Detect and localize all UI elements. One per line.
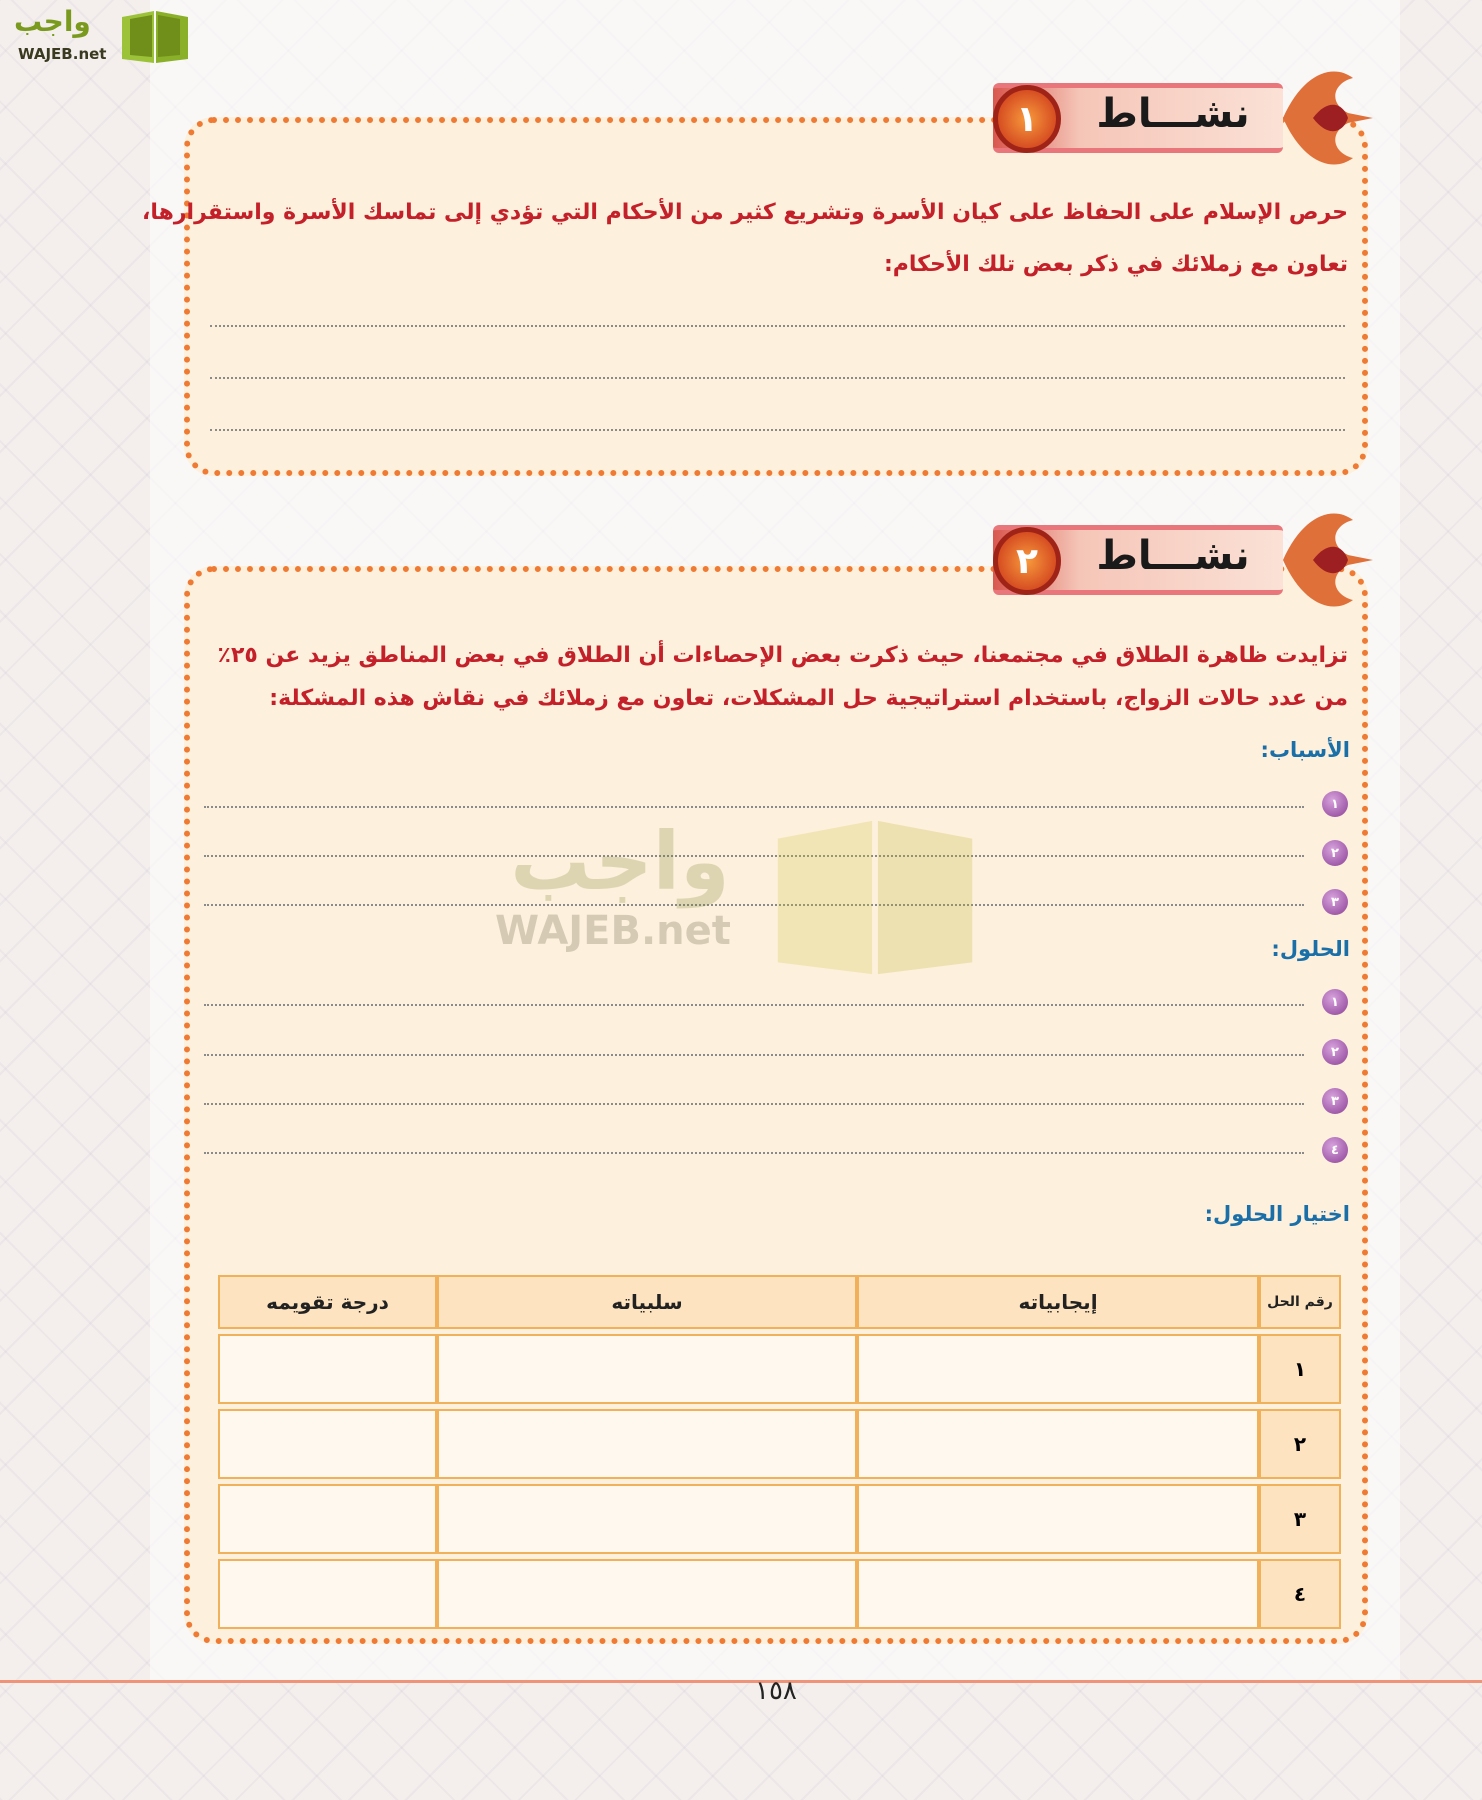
activity-1-instruction: تعاون مع زملائك في ذكر بعض تلك الأحكام: bbox=[884, 252, 1348, 277]
row-number: ٣ bbox=[1259, 1484, 1341, 1554]
page-number: ١٥٨ bbox=[755, 1676, 797, 1706]
answer-line[interactable] bbox=[210, 429, 1345, 431]
solution-answer-line[interactable] bbox=[204, 1152, 1304, 1154]
solution-answer-line[interactable] bbox=[204, 1103, 1304, 1105]
solution-number: ٢ bbox=[1322, 1039, 1348, 1065]
row-number: ٤ bbox=[1259, 1559, 1341, 1629]
solutions-heading: الحلول: bbox=[1271, 937, 1350, 961]
header-evaluation-score: درجة تقويمه bbox=[218, 1275, 437, 1329]
ornament-icon bbox=[1273, 63, 1378, 173]
disadvantages-cell[interactable] bbox=[437, 1409, 857, 1479]
disadvantages-cell[interactable] bbox=[437, 1484, 857, 1554]
activity-title: نشـــاط bbox=[1096, 533, 1250, 579]
causes-heading: الأسباب: bbox=[1260, 738, 1350, 762]
table-row bbox=[218, 1334, 1341, 1404]
table-header-row bbox=[218, 1275, 1341, 1329]
solutions-evaluation-table bbox=[218, 1270, 1341, 1634]
header-advantages: إيجابياته bbox=[857, 1275, 1259, 1329]
table-row bbox=[218, 1409, 1341, 1479]
activity-number-badge: ٢ bbox=[993, 527, 1061, 595]
activity-2-header bbox=[953, 505, 1378, 615]
advantages-cell[interactable] bbox=[857, 1484, 1259, 1554]
advantages-cell[interactable] bbox=[857, 1409, 1259, 1479]
evaluation-cell[interactable] bbox=[218, 1484, 437, 1554]
answer-line[interactable] bbox=[210, 325, 1345, 327]
row-number: ١ bbox=[1259, 1334, 1341, 1404]
table-row bbox=[218, 1484, 1341, 1554]
row-number: ٢ bbox=[1259, 1409, 1341, 1479]
answer-line[interactable] bbox=[210, 377, 1345, 379]
header-disadvantages: سلبياته bbox=[437, 1275, 857, 1329]
evaluation-cell[interactable] bbox=[218, 1334, 437, 1404]
footer-line bbox=[0, 1680, 1482, 1683]
watermark-arabic: واجب bbox=[510, 815, 730, 908]
logo-latin: WAJEB.net bbox=[18, 45, 107, 63]
cause-number: ٢ bbox=[1322, 840, 1348, 866]
activity-number-badge: ١ bbox=[993, 85, 1061, 153]
wajeb-logo[interactable] bbox=[8, 5, 188, 67]
logo-arabic: واجب bbox=[14, 5, 91, 38]
header-solution-number: رقم الحل bbox=[1259, 1275, 1341, 1329]
table-row bbox=[218, 1559, 1341, 1629]
choose-solutions-heading: اختيار الحلول: bbox=[1204, 1202, 1350, 1226]
cause-answer-line[interactable] bbox=[204, 904, 1304, 906]
activity-2-text: تزايدت ظاهرة الطلاق في مجتمعنا، حيث ذكرت بعض الإحصاءات أن الطلاق في بعض المناطق يزيد عن ٢٥٪ bbox=[217, 643, 1348, 668]
solution-number: ٣ bbox=[1322, 1088, 1348, 1114]
advantages-cell[interactable] bbox=[857, 1559, 1259, 1629]
cause-answer-line[interactable] bbox=[204, 806, 1304, 808]
cause-number: ٣ bbox=[1322, 889, 1348, 915]
ornament-icon bbox=[1273, 505, 1378, 615]
activity-title: نشـــاط bbox=[1096, 91, 1250, 137]
cause-answer-line[interactable] bbox=[204, 855, 1304, 857]
evaluation-cell[interactable] bbox=[218, 1409, 437, 1479]
activity-1-text: حرص الإسلام على الحفاظ على كيان الأسرة وتشريع كثير من الأحكام التي تؤدي إلى تماسك الأسرة واستقرارها، bbox=[141, 200, 1348, 225]
evaluation-cell[interactable] bbox=[218, 1559, 437, 1629]
disadvantages-cell[interactable] bbox=[437, 1559, 857, 1629]
disadvantages-cell[interactable] bbox=[437, 1334, 857, 1404]
watermark-book-icon bbox=[765, 815, 985, 980]
solution-number: ١ bbox=[1322, 989, 1348, 1015]
watermark bbox=[495, 815, 745, 954]
solution-answer-line[interactable] bbox=[204, 1004, 1304, 1006]
cause-number: ١ bbox=[1322, 791, 1348, 817]
solution-number: ٤ bbox=[1322, 1137, 1348, 1163]
activity-2-instruction: من عدد حالات الزواج، باستخدام استراتيجية حل المشكلات، تعاون مع زملائك في نقاش هذه المشكلة: bbox=[269, 686, 1348, 711]
activity-1-header bbox=[953, 63, 1378, 173]
advantages-cell[interactable] bbox=[857, 1334, 1259, 1404]
book-icon bbox=[120, 9, 190, 65]
watermark-latin: WAJEB.net bbox=[495, 908, 731, 954]
solution-answer-line[interactable] bbox=[204, 1054, 1304, 1056]
